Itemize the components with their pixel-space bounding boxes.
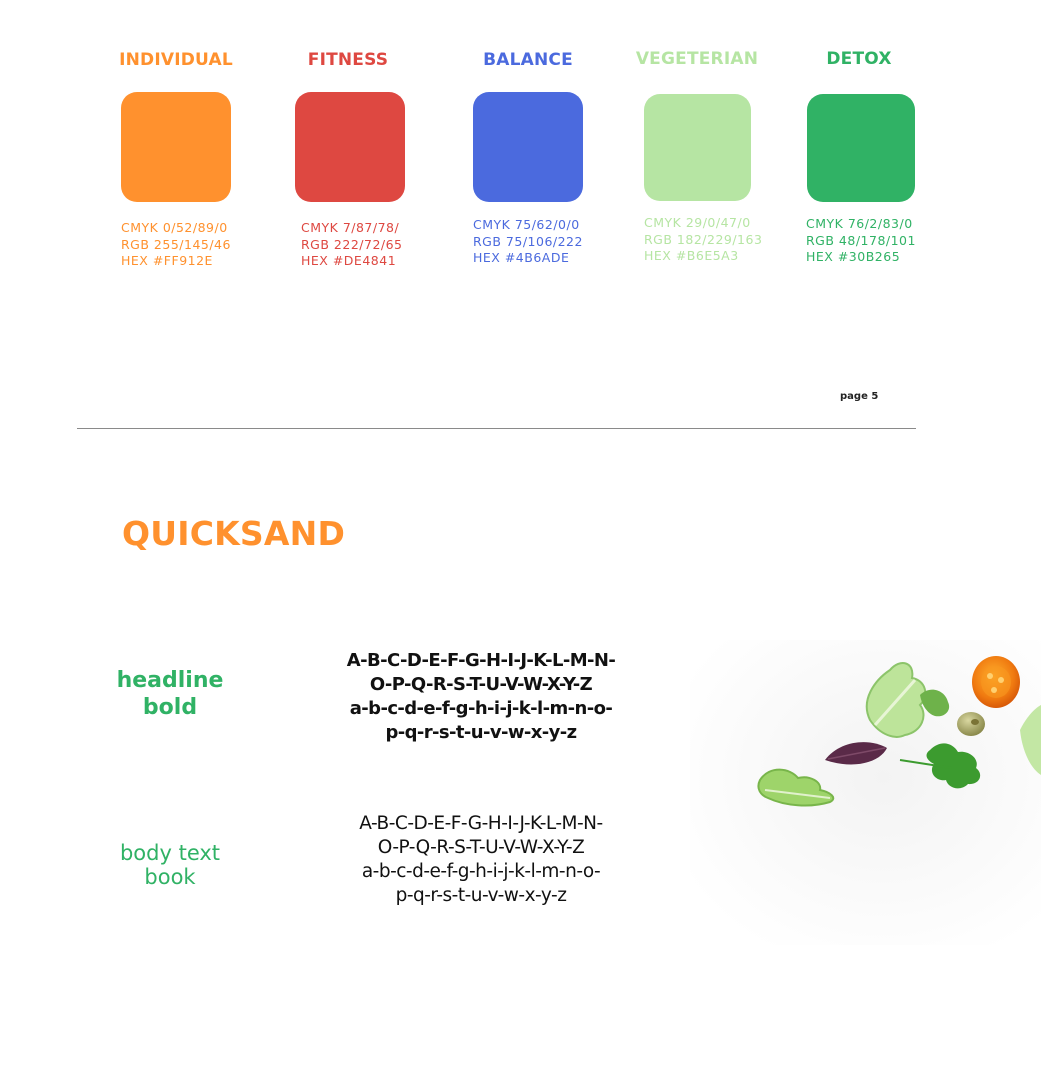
typeface-title: QUICKSAND	[122, 514, 346, 553]
alphabet-line: O-P-Q-R-S-T-U-V-W-X-Y-Z	[369, 674, 593, 695]
alphabet-line: a-b-c-d-e-f-g-h-i-j-k-l-m-n-o-	[349, 698, 613, 719]
color-codes	[644, 215, 762, 265]
alphabet-sample-book	[300, 812, 662, 908]
cmyk-value: CMYK 0/52/89/0	[121, 220, 228, 235]
weight-label-line: body text	[119, 841, 221, 865]
color-swatch	[121, 92, 231, 202]
swatch-title: VEGETERIAN	[635, 49, 759, 69]
color-codes	[806, 216, 916, 266]
page-number: page 5	[840, 391, 879, 402]
alphabet-sample-bold	[300, 649, 662, 745]
color-swatch	[473, 92, 583, 202]
cmyk-value: CMYK 75/62/0/0	[473, 217, 580, 232]
alphabet-line: A-B-C-D-E-F-G-H-I-J-K-L-M-N-	[346, 650, 616, 671]
color-swatch	[807, 94, 915, 202]
swatch-title: FITNESS	[307, 50, 389, 70]
cmyk-value: CMYK 29/0/47/0	[644, 215, 751, 230]
weight-label-line: book	[144, 865, 196, 889]
weight-label-book	[90, 841, 250, 889]
rgb-value: RGB 182/229/163	[644, 231, 763, 247]
rgb-value: RGB 255/145/46	[121, 236, 231, 252]
divider	[77, 428, 916, 429]
swatch-title: DETOX	[826, 49, 892, 69]
color-codes	[121, 220, 231, 270]
hex-value: HEX #30B265	[806, 249, 901, 264]
hex-value: HEX #4B6ADE	[473, 250, 570, 265]
hex-value: HEX #DE4841	[301, 253, 397, 268]
color-swatch	[644, 94, 751, 201]
color-swatch	[295, 92, 405, 202]
alphabet-line: A-B-C-D-E-F-G-H-I-J-K-L-M-N-	[359, 813, 603, 834]
swatch-title: BALANCE	[483, 50, 573, 70]
cmyk-value: CMYK 76/2/83/0	[806, 216, 913, 231]
weight-label-bold	[90, 667, 250, 721]
swatch-title: INDIVIDUAL	[119, 50, 233, 70]
hex-value: HEX #B6E5A3	[644, 248, 739, 263]
weight-label-line: headline	[116, 668, 224, 693]
alphabet-line: a-b-c-d-e-f-g-h-i-j-k-l-m-n-o-	[361, 861, 601, 882]
rgb-value: RGB 222/72/65	[301, 236, 403, 252]
olive-icon	[957, 712, 985, 736]
weight-label-line: bold	[142, 695, 198, 720]
tomato-slice-icon	[972, 656, 1020, 708]
rgb-value: RGB 75/106/222	[473, 233, 583, 249]
rgb-value: RGB 48/178/101	[806, 232, 916, 248]
cmyk-value: CMYK 7/87/78/	[301, 220, 400, 235]
color-codes	[473, 217, 583, 267]
alphabet-line: p-q-r-s-t-u-v-w-x-y-z	[395, 885, 567, 906]
alphabet-line: p-q-r-s-t-u-v-w-x-y-z	[385, 722, 577, 743]
salad-illustration	[690, 640, 1041, 945]
alphabet-line: O-P-Q-R-S-T-U-V-W-X-Y-Z	[377, 837, 585, 858]
color-codes	[301, 220, 403, 270]
hex-value: HEX #FF912E	[121, 253, 213, 268]
